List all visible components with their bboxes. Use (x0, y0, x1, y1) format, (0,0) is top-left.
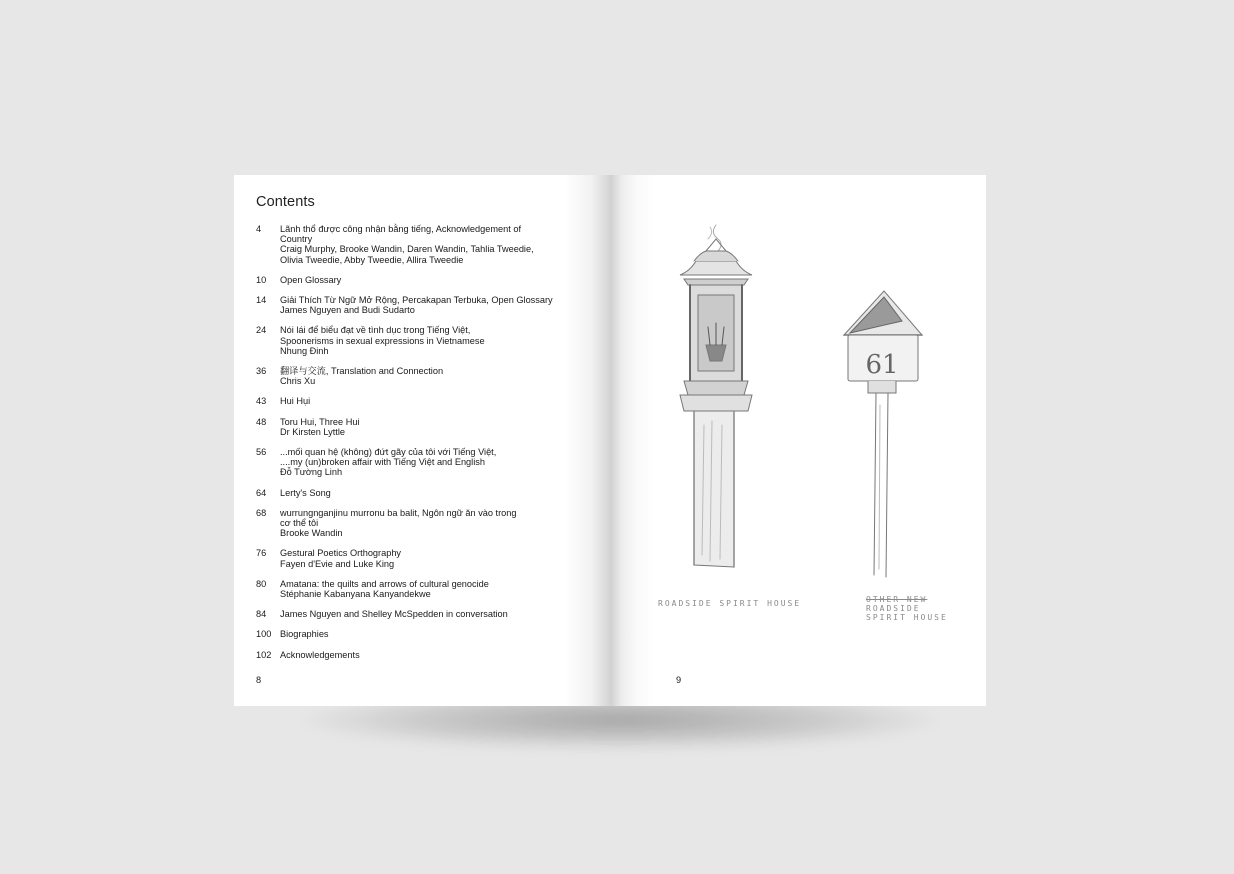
toc-entry-text (280, 325, 556, 356)
toc-page-number: 100 (256, 629, 272, 640)
toc-page-number: 68 (256, 507, 267, 518)
toc-entry-line: ....my (un)broken affair with Tiếng Việt and English (280, 457, 485, 468)
toc-page-number: 80 (256, 578, 267, 589)
toc-entry-text (280, 447, 556, 478)
toc-page-number: 36 (256, 366, 267, 377)
toc-page-number: 14 (256, 295, 267, 306)
toc-entry-line: Spoonerisms in sexual expressions in Vietnamese (280, 335, 485, 346)
toc-entry (256, 325, 556, 356)
mailbox-caption-line: ROADSIDE (866, 604, 921, 613)
left-page (234, 175, 610, 706)
toc-page-number: 76 (256, 548, 267, 559)
toc-entry-text (280, 275, 556, 285)
toc-entry-line: Fayen d'Evie and Luke King (280, 558, 395, 569)
table-of-contents (256, 224, 556, 670)
toc-entry-line: Đỗ Tường Linh (280, 467, 343, 478)
toc-entry-line: Country (280, 234, 313, 245)
toc-page-number: 64 (256, 487, 267, 498)
toc-entry (256, 488, 556, 498)
mailbox-number: 61 (865, 350, 899, 380)
toc-entry (256, 447, 556, 478)
toc-entry-line: Craig Murphy, Brooke Wandin, Daren Wandin, Tahlia Tweedie, (280, 244, 534, 255)
right-page-number: 9 (676, 675, 682, 685)
toc-entry-line: Biographies (280, 629, 329, 640)
toc-entry-text (280, 396, 556, 406)
toc-entry-line: Dr Kirsten Lyttle (280, 426, 346, 437)
left-page-number: 8 (256, 675, 262, 685)
toc-entry-text (280, 609, 556, 619)
toc-page-number: 10 (256, 274, 267, 285)
toc-entry-text (280, 295, 556, 315)
toc-entry-line: Acknowledgements (280, 649, 360, 660)
toc-entry (256, 548, 556, 568)
toc-entry-line: ...mối quan hệ (không) đứt gãy của tôi với Tiếng Việt, (280, 447, 497, 458)
contents-title: Contents (256, 194, 315, 210)
toc-entry (256, 579, 556, 599)
toc-entry-line: Amatana: the quilts and arrows of cultural genocide (280, 578, 489, 589)
toc-entry (256, 417, 556, 437)
mailbox-caption-line: SPIRIT HOUSE (866, 613, 948, 622)
toc-page-number: 102 (256, 649, 272, 660)
toc-entry-line: James Nguyen and Budi Sudarto (280, 305, 415, 316)
mailbox-caption (866, 595, 948, 622)
toc-entry (256, 224, 556, 265)
toc-page-number: 43 (256, 396, 267, 407)
toc-entry-line: Lerty's Song (280, 487, 331, 498)
toc-entry-line: James Nguyen and Shelley McSpedden in conversation (280, 609, 508, 620)
toc-page-number: 24 (256, 325, 267, 336)
toc-page-number: 84 (256, 609, 267, 620)
toc-entry-line: Giải Thích Từ Ngữ Mở Rộng, Percakapan Terbuka, Open Glossary (280, 295, 553, 306)
toc-entry (256, 275, 556, 285)
open-book (234, 175, 986, 706)
toc-entry-line: Nhung Đinh (280, 345, 329, 356)
toc-page-number: 4 (256, 224, 262, 234)
mailbox-caption-line: OTHER NEW (866, 595, 928, 604)
toc-entry-text (280, 366, 556, 386)
spirit-house-caption: ROADSIDE SPIRIT HOUSE (658, 599, 802, 608)
toc-entry-line: Stéphanie Kabanyana Kanyandekwe (280, 589, 431, 600)
toc-entry-text (280, 650, 556, 660)
toc-entry-text (280, 548, 556, 568)
mailbox-sketch (838, 285, 958, 585)
toc-entry-line: Gestural Poetics Orthography (280, 548, 402, 559)
right-page (610, 175, 986, 706)
toc-entry-text (280, 488, 556, 498)
toc-page-number: 48 (256, 416, 267, 427)
toc-entry (256, 366, 556, 386)
spirit-house-sketch (650, 215, 780, 575)
toc-entry (256, 609, 556, 619)
toc-entry-line: Hui Hụi (280, 396, 311, 407)
toc-entry (256, 295, 556, 315)
toc-entry-text (280, 579, 556, 599)
toc-entry (256, 650, 556, 660)
toc-entry-line: Toru Hui, Three Hui (280, 416, 360, 427)
toc-entry-line: Chris Xu (280, 376, 316, 387)
toc-entry-text (280, 417, 556, 437)
toc-entry-line: Open Glossary (280, 274, 342, 285)
toc-entry-line: Brooke Wandin (280, 528, 343, 539)
toc-entry-line: Lãnh thổ được công nhận bằng tiếng, Acknowledgement of (280, 224, 522, 234)
toc-entry-line: Nói lái để biểu đạt về tình dục trong Tiếng Việt, (280, 325, 471, 336)
toc-entry-text (280, 508, 556, 539)
toc-entry (256, 629, 556, 639)
toc-entry-line: 翻译与交流, Translation and Connection (280, 366, 444, 377)
toc-entry (256, 396, 556, 406)
toc-entry-line: cơ thể tôi (280, 518, 319, 529)
toc-entry-line: wurrungnganjinu murronu ba balit, Ngôn ngữ ăn vào trong (280, 507, 517, 518)
toc-entry (256, 508, 556, 539)
toc-entry-text (280, 629, 556, 639)
toc-entry-line: Olivia Tweedie, Abby Tweedie, Allira Tweedie (280, 254, 464, 265)
toc-entry-text (280, 224, 556, 265)
toc-page-number: 56 (256, 447, 267, 458)
